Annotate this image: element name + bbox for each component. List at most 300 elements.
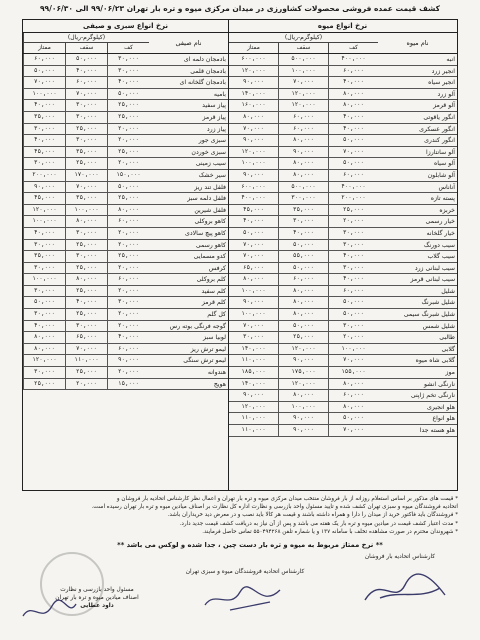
veg-item-name: فلفل دلمه سبز xyxy=(187,195,226,203)
veg-row xyxy=(23,251,228,263)
veg-row xyxy=(23,170,228,182)
veg-price-max: ۳۰,۰۰۰ xyxy=(23,240,65,251)
fruit-price-min: ۲۰,۰۰۰ xyxy=(328,332,378,343)
fruit-row xyxy=(228,112,457,124)
veg-price-min: ۲۵,۰۰۰ xyxy=(107,251,149,262)
veg-price-max: ۴۵,۰۰۰ xyxy=(23,193,65,204)
fruit-price-min: ۳۰,۰۰۰ xyxy=(328,228,378,239)
veg-col-mid: سقف xyxy=(65,43,107,53)
veg-item-name: بامیه xyxy=(213,90,226,98)
veg-price-max: ۴۵,۰۰۰ xyxy=(23,147,65,158)
fruit-price-max: ۷۰,۰۰۰ xyxy=(228,251,278,262)
fruit-price-min: ۴۰,۰۰۰ xyxy=(328,77,378,88)
fruit-price-mid: ۶۰,۰۰۰ xyxy=(278,124,328,135)
fruit-price-min: ۶۰,۰۰۰ xyxy=(328,286,378,297)
veg-price-min: ۲۰,۰۰۰ xyxy=(107,321,149,332)
fruit-item-name: انگور یاقوتی xyxy=(423,113,455,121)
veg-item-name: بادمجان دلمه ای xyxy=(183,56,226,63)
fruit-price-max: ۱۰۰,۰۰۰ xyxy=(228,309,278,320)
veg-price-max: ۳۰,۰۰۰ xyxy=(23,124,65,135)
veg-price-min: ۲۵,۰۰۰ xyxy=(107,100,149,111)
fruit-price-mid: ۸۰,۰۰۰ xyxy=(278,390,328,401)
notes xyxy=(22,495,458,536)
veg-price-mid: ۸۰,۰۰۰ xyxy=(65,216,107,227)
fruit-row xyxy=(228,355,457,367)
veg-price-max: ۲۵,۰۰۰ xyxy=(23,379,65,390)
fruit-price-min: ۴۰۰,۰۰۰ xyxy=(328,182,378,193)
fruit-item-name: نارنگی انشو xyxy=(423,380,455,388)
fruit-price-mid: ۸۰,۰۰۰ xyxy=(278,158,328,169)
veg-item-name: کلم بروکلی xyxy=(196,276,226,284)
fruit-price-max: ۷۰,۰۰۰ xyxy=(228,321,278,332)
veg-price-mid: ۲۵,۰۰۰ xyxy=(65,124,107,135)
veg-price-min: ۲۰,۰۰۰ xyxy=(107,367,149,378)
fruit-price-mid: ۳۰۰,۰۰۰ xyxy=(278,193,328,204)
fruit-item-name: خربزه xyxy=(439,206,455,214)
fruit-price-min: ۶۰,۰۰۰ xyxy=(328,170,378,181)
fruit-item-name: خیار رسمی xyxy=(425,218,455,226)
signature-block-right xyxy=(340,553,460,561)
fruit-price-mid: ۱۲۰,۰۰۰ xyxy=(278,89,328,100)
fruit-price-min: ۸۰,۰۰۰ xyxy=(328,379,378,390)
note-line: * قیمت های مذکور بر اساس استعلام روزانه از بار فروشان منتخب میدان مرکزی میوه و تره بار تهران و اعمال نظر کارشناس اتحادیه بار فروشان و xyxy=(116,496,458,502)
veg-row xyxy=(23,89,228,101)
veg-price-max: ۱۰۰,۰۰۰ xyxy=(23,89,65,100)
veg-price-max: ۹۰,۰۰۰ xyxy=(23,182,65,193)
fruit-row xyxy=(228,240,457,252)
fruit-price-max: ۷۰,۰۰۰ xyxy=(228,240,278,251)
veg-row xyxy=(23,309,228,321)
veg-unit-label: (کیلوگرم-ریال) xyxy=(24,33,149,43)
fruit-price-max: ۶۵,۰۰۰ xyxy=(228,263,278,274)
veg-row xyxy=(23,379,228,391)
fruit-row xyxy=(228,425,457,437)
fruit-item-name: شلیل xyxy=(441,287,455,295)
veg-item-name: کلم قرمز xyxy=(201,299,226,307)
fruit-row xyxy=(228,274,457,286)
fruit-row xyxy=(228,89,457,101)
fruit-row xyxy=(228,263,457,275)
veg-item-name: بادمجان گلخانه ای xyxy=(179,79,226,87)
fruit-col-name: نام میوه xyxy=(406,39,429,47)
veg-price-max: ۱۰۰,۰۰۰ xyxy=(23,274,65,285)
fruit-price-mid: ۸۰,۰۰۰ xyxy=(278,170,328,181)
veg-item-name: هویج xyxy=(213,380,226,388)
fruit-row xyxy=(228,228,457,240)
veg-price-min: ۲۰,۰۰۰ xyxy=(107,240,149,251)
fruit-price-mid: ۱۷۵,۰۰۰ xyxy=(278,367,328,378)
veg-price-min: ۶۰,۰۰۰ xyxy=(107,216,149,227)
veg-row xyxy=(23,344,228,356)
fruit-item-name: آلو شابلون xyxy=(427,171,455,179)
fruit-price-min: ۷۰,۰۰۰ xyxy=(328,147,378,158)
fruit-price-max: ۶۰۰,۰۰۰ xyxy=(228,182,278,193)
fruit-price-max: ۱۱۰,۰۰۰ xyxy=(228,425,278,436)
veg-price-mid: ۲۵,۰۰۰ xyxy=(65,286,107,297)
fruit-price-max: ۹۰,۰۰۰ xyxy=(228,390,278,401)
veg-table-header xyxy=(23,33,228,54)
fruit-item-name: آلو قرمز xyxy=(433,102,455,110)
veg-row xyxy=(23,216,228,228)
signature-block-center xyxy=(175,568,315,576)
fruit-price-mid: ۸۰,۰۰۰ xyxy=(278,309,328,320)
fruit-price-max: ۸۰,۰۰۰ xyxy=(228,274,278,285)
veg-col-name: نام صیفی xyxy=(175,39,202,47)
veg-price-mid: ۷۰,۰۰۰ xyxy=(65,89,107,100)
veg-row xyxy=(23,297,228,309)
fruit-price-mid: ۹۰,۰۰۰ xyxy=(278,425,328,436)
veg-price-min: ۲۵,۰۰۰ xyxy=(107,147,149,158)
fruit-price-mid: ۸۰,۰۰۰ xyxy=(278,297,328,308)
fruit-item-name: آلو زرد xyxy=(437,90,455,98)
veg-price-mid: ۵۰,۰۰۰ xyxy=(65,54,107,65)
veg-item-name: سبزی جور xyxy=(198,137,226,145)
veg-item-name: کدو مسمایی xyxy=(193,253,226,261)
veg-item-name: لیمو ترش سنگی xyxy=(183,357,226,365)
fruit-row xyxy=(228,193,457,205)
fruit-col-min: کف xyxy=(328,43,378,53)
veg-row xyxy=(23,240,228,252)
fruit-price-mid: ۵۰,۰۰۰ xyxy=(278,321,328,332)
fruit-price-mid: ۱۲۰,۰۰۰ xyxy=(278,344,328,355)
fruit-price-min: ۵۰,۰۰۰ xyxy=(328,309,378,320)
fruit-price-max: ۴۵,۰۰۰ xyxy=(228,205,278,216)
veg-row xyxy=(23,135,228,147)
veg-price-min: ۵۰,۰۰۰ xyxy=(107,89,149,100)
fruit-row xyxy=(228,390,457,402)
veg-price-mid: ۷۰,۰۰۰ xyxy=(65,344,107,355)
veg-row xyxy=(23,158,228,170)
veg-price-mid: ۷۰,۰۰۰ xyxy=(65,182,107,193)
fruit-price-min: ۱۵۵,۰۰۰ xyxy=(328,367,378,378)
veg-price-min: ۲۰,۰۰۰ xyxy=(107,263,149,274)
fruit-item-name: نارنگی تخم ژاپنی xyxy=(410,392,455,400)
fruit-price-min: ۳۰,۰۰۰ xyxy=(328,263,378,274)
fruit-price-min: ۳۰,۰۰۰ xyxy=(328,321,378,332)
veg-item-name: کاهو پیچ سالادی xyxy=(184,229,226,237)
fruit-price-min: ۶۰,۰۰۰ xyxy=(328,390,378,401)
veg-price-mid: ۲۵,۰۰۰ xyxy=(65,263,107,274)
veg-rows xyxy=(23,54,228,390)
veg-price-max: ۱۲۰,۰۰۰ xyxy=(23,205,65,216)
fruit-price-mid: ۶۰,۰۰۰ xyxy=(278,112,328,123)
fruit-item-name: انبه xyxy=(446,56,455,63)
price-table xyxy=(22,19,458,491)
veg-price-mid: ۳۰,۰۰۰ xyxy=(65,251,107,262)
veg-item-name: پیاز قرمز xyxy=(202,113,226,121)
fruit-price-mid: ۸۰,۰۰۰ xyxy=(278,135,328,146)
fruit-price-mid: ۸۰,۰۰۰ xyxy=(278,286,328,297)
fruit-price-mid: ۵۰۰,۰۰۰ xyxy=(278,54,328,65)
fruit-price-min: ۴۰,۰۰۰ xyxy=(328,274,378,285)
veg-price-mid: ۱۰۰,۰۰۰ xyxy=(65,205,107,216)
veg-item-name: پیاز زرد xyxy=(206,125,226,133)
fruit-row xyxy=(228,182,457,194)
veg-price-mid: ۲۰,۰۰۰ xyxy=(65,379,107,390)
fruit-row xyxy=(228,379,457,391)
fruit-price-mid: ۲۵,۰۰۰ xyxy=(278,332,328,343)
fruit-price-min: ۸۰,۰۰۰ xyxy=(328,402,378,413)
veg-item-name: کاهو رسمی xyxy=(195,241,226,249)
veg-price-min: ۲۰,۰۰۰ xyxy=(107,124,149,135)
veg-price-mid: ۲۵,۰۰۰ xyxy=(65,158,107,169)
veg-row xyxy=(23,286,228,298)
fruit-row xyxy=(228,216,457,228)
veg-price-max: ۶۰,۰۰۰ xyxy=(23,54,65,65)
note-line: * مدت اعتبار کشف قیمت در میادین میوه و تره بار یک هفته می باشد و پس از آن نیاز به دریافت کشف قیمت جدید دارد. xyxy=(179,520,458,527)
signature-title: کارشناس اتحادیه بار فروشان xyxy=(364,554,436,560)
fruit-price-mid: ۱۲۰,۰۰۰ xyxy=(278,379,328,390)
fruit-price-min: ۱۰۰,۰۰۰ xyxy=(328,344,378,355)
note-line: * شهروندان محترم در صورت مشاهده تخلف با سامانه ۱۳۷ و یا شماره تلفن ۵۵۰۴۹۴۲۶۸ تماس حاصل فرمایند. xyxy=(202,528,458,535)
signature-scribble-left xyxy=(20,596,80,626)
veg-price-mid: ۳۵,۰۰۰ xyxy=(65,193,107,204)
veg-price-min: ۱۵۰,۰۰۰ xyxy=(107,170,149,181)
fruit-item-name: انگور عسکری xyxy=(419,125,455,133)
veg-item-name: هندوانه xyxy=(207,369,226,377)
fruit-price-max: ۶۰۰,۰۰۰ xyxy=(228,54,278,65)
fruit-price-max: ۸۰,۰۰۰ xyxy=(228,112,278,123)
fruit-price-max: ۵۰,۰۰۰ xyxy=(228,228,278,239)
veg-row xyxy=(23,112,228,124)
veg-row xyxy=(23,124,228,136)
veg-item-name: بادمجان قلمی xyxy=(190,67,226,75)
fruit-row xyxy=(228,158,457,170)
veg-price-mid: ۳۰,۰۰۰ xyxy=(65,321,107,332)
veg-price-max: ۳۰,۰۰۰ xyxy=(23,158,65,169)
fruit-item-name: انجیر زرد xyxy=(431,67,455,75)
veg-price-mid: ۳۰,۰۰۰ xyxy=(65,228,107,239)
veg-price-max: ۴۰,۰۰۰ xyxy=(23,135,65,146)
veg-price-min: ۲۵,۰۰۰ xyxy=(107,112,149,123)
fruit-price-max: ۳۰,۰۰۰ xyxy=(228,332,278,343)
veg-price-mid: ۲۵,۰۰۰ xyxy=(65,367,107,378)
fruit-price-max: ۱۴۰,۰۰۰ xyxy=(228,89,278,100)
fruit-price-max: ۹۰,۰۰۰ xyxy=(228,135,278,146)
fruit-col-mid: سقف xyxy=(278,43,328,53)
veg-item-name: لوبیا سبز xyxy=(203,334,226,342)
fruit-price-min: ۴۰,۰۰۰ xyxy=(328,124,378,135)
fruit-row xyxy=(228,402,457,414)
fruit-item-name: پسته تازه xyxy=(430,195,455,203)
fruit-row xyxy=(228,367,457,379)
fruit-price-min: ۶۰,۰۰۰ xyxy=(328,66,378,77)
fruit-price-mid: ۹۰,۰۰۰ xyxy=(278,355,328,366)
veg-price-mid: ۴۰,۰۰۰ xyxy=(65,66,107,77)
fruit-row xyxy=(228,413,457,425)
veg-price-max: ۱۰۰,۰۰۰ xyxy=(23,216,65,227)
veg-price-min: ۹۰,۰۰۰ xyxy=(107,355,149,366)
veg-price-mid: ۶۰,۰۰۰ xyxy=(65,77,107,88)
fruit-price-max: ۱۲۰,۰۰۰ xyxy=(228,147,278,158)
veg-row xyxy=(23,263,228,275)
veg-price-mid: ۴۰,۰۰۰ xyxy=(65,297,107,308)
veg-price-max: ۸۰,۰۰۰ xyxy=(23,344,65,355)
fruit-item-name: سیب لبنانی زرد xyxy=(414,264,455,272)
fruit-price-mid: ۵۵,۰۰۰ xyxy=(278,251,328,262)
fruit-item-name: آناناس xyxy=(438,183,455,191)
veg-price-mid: ۳۵,۰۰۰ xyxy=(65,147,107,158)
fruit-item-name: موز xyxy=(445,369,455,377)
veg-row xyxy=(23,54,228,66)
veg-row xyxy=(23,321,228,333)
veg-row xyxy=(23,182,228,194)
veg-item-name: پیاز سفید xyxy=(202,102,226,110)
fruit-col-max: ممتاز xyxy=(247,45,260,51)
signature-title: مسئول واحد بازرسی و نظارت xyxy=(60,587,134,593)
veg-row xyxy=(23,355,228,367)
fruit-price-mid: ۳۰,۰۰۰ xyxy=(278,216,328,227)
fruit-price-max: ۱۴۰,۰۰۰ xyxy=(228,379,278,390)
page-title: کشف قیمت عمده فروشی محصولات کشاورزی در میدان مرکزی میوه و تره بار تهران ۹۹/۰۶/۲۳ الی ۹۹/۰۶/۳۰ xyxy=(39,4,441,13)
veg-price-max: ۴۰,۰۰۰ xyxy=(23,321,65,332)
fruit-row xyxy=(228,344,457,356)
veg-item-name: کل گلم xyxy=(207,311,226,319)
veg-item-name: فلفل شیرین xyxy=(194,206,226,214)
fruit-item-name: هلو انجیری xyxy=(426,403,455,411)
veg-price-min: ۳۰,۰۰۰ xyxy=(107,66,149,77)
veg-row xyxy=(23,77,228,89)
fruit-section-heading: نرخ انواع میوه xyxy=(228,20,457,33)
veg-row xyxy=(23,100,228,112)
note-line: * فروشندگان باید فاکتور خرید از میدان را دارا و همراه داشته باشند و قیمت هر کالا باید نصب و در معرض دید خریداران باشد. xyxy=(167,512,458,519)
veg-price-mid: ۳۰,۰۰۰ xyxy=(65,100,107,111)
fruit-price-mid: ۹۰,۰۰۰ xyxy=(278,147,328,158)
premium-note: ** نرخ ممتاز مربوط به میوه و تره بار دست چین ، جدا شده و لوکس می باشد ** xyxy=(117,541,383,549)
fruit-price-min: ۸۰,۰۰۰ xyxy=(328,89,378,100)
fruit-item-name: گلابی شاه میوه xyxy=(415,357,455,365)
veg-price-max: ۳۰,۰۰۰ xyxy=(23,367,65,378)
fruit-row xyxy=(228,170,457,182)
veg-row xyxy=(23,367,228,379)
fruit-price-mid: ۱۰۰,۰۰۰ xyxy=(278,66,328,77)
fruit-item-name: خیار گلخانه xyxy=(426,229,455,237)
veg-item-name: سبزی خوردن xyxy=(191,148,226,156)
fruit-row xyxy=(228,332,457,344)
fruit-price-min: ۷۰,۰۰۰ xyxy=(328,355,378,366)
veg-price-min: ۲۰,۰۰۰ xyxy=(107,135,149,146)
veg-price-max: ۲۰۰,۰۰۰ xyxy=(23,170,65,181)
veg-price-min: ۳۰,۰۰۰ xyxy=(107,54,149,65)
veg-price-mid: ۳۰,۰۰۰ xyxy=(65,112,107,123)
veg-item-name: سیر خشک xyxy=(198,171,226,179)
fruit-price-max: ۱۸۵,۰۰۰ xyxy=(228,367,278,378)
fruit-item-name: انجیر سیاه xyxy=(428,79,455,87)
fruit-price-max: ۹۰,۰۰۰ xyxy=(228,170,278,181)
veg-row xyxy=(23,147,228,159)
veg-price-mid: ۲۵,۰۰۰ xyxy=(65,309,107,320)
veg-price-mid: ۱۱۰,۰۰۰ xyxy=(65,355,107,366)
fruit-price-min: ۴۰,۰۰۰ xyxy=(328,251,378,262)
signature-name: داود عطایی xyxy=(80,603,114,609)
fruit-item-name: انگور کندری xyxy=(424,137,455,145)
signature-title: کارشناس اتحادیه فروشندگان میوه و سبزی تهران xyxy=(185,569,305,575)
veg-price-max: ۳۵,۰۰۰ xyxy=(23,251,65,262)
fruit-item-name: سیب دورنگ xyxy=(423,241,455,249)
fruit-price-mid: ۶۰,۰۰۰ xyxy=(278,274,328,285)
fruit-table xyxy=(228,20,457,490)
note-line: اتحادیه فروشندگان میوه و سبزی تهران کشف شده و تایید مسئول واحد بازرسی و نظارت اداره کل نظارت بر اصناف میادین میوه و تره بار تهران رسیده است. xyxy=(91,504,458,511)
veg-price-mid: ۸۰,۰۰۰ xyxy=(65,274,107,285)
fruit-row xyxy=(228,54,457,66)
veg-price-min: ۲۰,۰۰۰ xyxy=(107,228,149,239)
fruit-price-min: ۳۰,۰۰۰ xyxy=(328,240,378,251)
fruit-unit-label: (کیلوگرم-ریال) xyxy=(229,33,378,43)
fruit-price-min: ۲۰,۰۰۰ xyxy=(328,216,378,227)
veg-price-min: ۸۰,۰۰۰ xyxy=(107,205,149,216)
fruit-price-min: ۵۰,۰۰۰ xyxy=(328,135,378,146)
fruit-price-max: ۱۲۰,۰۰۰ xyxy=(228,402,278,413)
veg-price-max: ۳۰,۰۰۰ xyxy=(23,263,65,274)
fruit-price-min: ۵۰,۰۰۰ xyxy=(328,413,378,424)
fruit-price-max: ۱۰۰,۰۰۰ xyxy=(228,158,278,169)
fruit-price-max: ۱۶۰,۰۰۰ xyxy=(228,100,278,111)
veg-price-mid: ۱۷۰,۰۰۰ xyxy=(65,170,107,181)
signature-scribble-center xyxy=(200,580,290,620)
fruit-price-mid: ۵۰,۰۰۰ xyxy=(278,263,328,274)
fruit-item-name: شلیل شبرنگ xyxy=(421,299,455,307)
fruit-price-max: ۹۰,۰۰۰ xyxy=(228,297,278,308)
fruit-item-name: سیب گلاب xyxy=(427,253,455,261)
fruit-item-name: شلیل شبرنگ سیمی xyxy=(403,311,455,319)
fruit-row xyxy=(228,135,457,147)
veg-price-min: ۲۵,۰۰۰ xyxy=(107,193,149,204)
fruit-row xyxy=(228,66,457,78)
veg-price-min: ۳۰,۰۰۰ xyxy=(107,297,149,308)
fruit-price-mid: ۴۰,۰۰۰ xyxy=(278,228,328,239)
veg-row xyxy=(23,193,228,205)
fruit-price-max: ۹۰,۰۰۰ xyxy=(228,77,278,88)
fruit-price-max: ۱۱۰,۰۰۰ xyxy=(228,413,278,424)
veg-item-name: فلفل تند ریز xyxy=(194,183,226,191)
veg-item-name: لیمو ترش ریز xyxy=(190,345,226,353)
fruit-price-min: ۵۰,۰۰۰ xyxy=(328,158,378,169)
fruit-price-mid: ۳۵,۰۰۰ xyxy=(278,205,328,216)
veg-price-min: ۲۰,۰۰۰ xyxy=(107,309,149,320)
fruit-price-max: ۴۰۰,۰۰۰ xyxy=(228,193,278,204)
veg-item-name: کلم سفید xyxy=(201,287,226,295)
fruit-item-name: طالبی xyxy=(439,334,455,342)
veg-price-mid: ۲۵,۰۰۰ xyxy=(65,240,107,251)
fruit-row xyxy=(228,309,457,321)
fruit-price-max: ۱۰۰,۰۰۰ xyxy=(228,286,278,297)
fruit-item-name: آلو سیاه xyxy=(434,160,455,168)
fruit-table-header xyxy=(228,33,457,54)
veg-col-max: ممتاز xyxy=(38,45,51,51)
fruit-row xyxy=(228,321,457,333)
fruit-price-group-header xyxy=(228,33,378,53)
veg-price-max: ۸۰,۰۰۰ xyxy=(23,332,65,343)
veg-price-max: ۵۰,۰۰۰ xyxy=(23,66,65,77)
fruit-price-min: ۴۰۰,۰۰۰ xyxy=(328,54,378,65)
veg-row xyxy=(23,228,228,240)
fruit-price-min: ۲۰۰,۰۰۰ xyxy=(328,193,378,204)
veg-item-name: کرفس xyxy=(208,264,226,272)
fruit-price-min: ۸۰,۰۰۰ xyxy=(328,100,378,111)
veg-price-max: ۴۰,۰۰۰ xyxy=(23,100,65,111)
veg-price-min: ۲۰,۰۰۰ xyxy=(107,158,149,169)
fruit-price-max: ۱۲۰,۰۰۰ xyxy=(228,66,278,77)
fruit-row xyxy=(228,77,457,89)
veg-price-min: ۱۵,۰۰۰ xyxy=(107,379,149,390)
veg-price-min: ۲۰,۰۰۰ xyxy=(107,286,149,297)
fruit-price-min: ۲۵,۰۰۰ xyxy=(328,205,378,216)
fruit-price-max: ۴۰,۰۰۰ xyxy=(228,216,278,227)
fruit-row xyxy=(228,100,457,112)
veg-item-name: کاهو بروکلی xyxy=(194,218,226,226)
signature-scribble-right xyxy=(360,570,450,610)
fruit-price-mid: ۵۰,۰۰۰ xyxy=(278,240,328,251)
